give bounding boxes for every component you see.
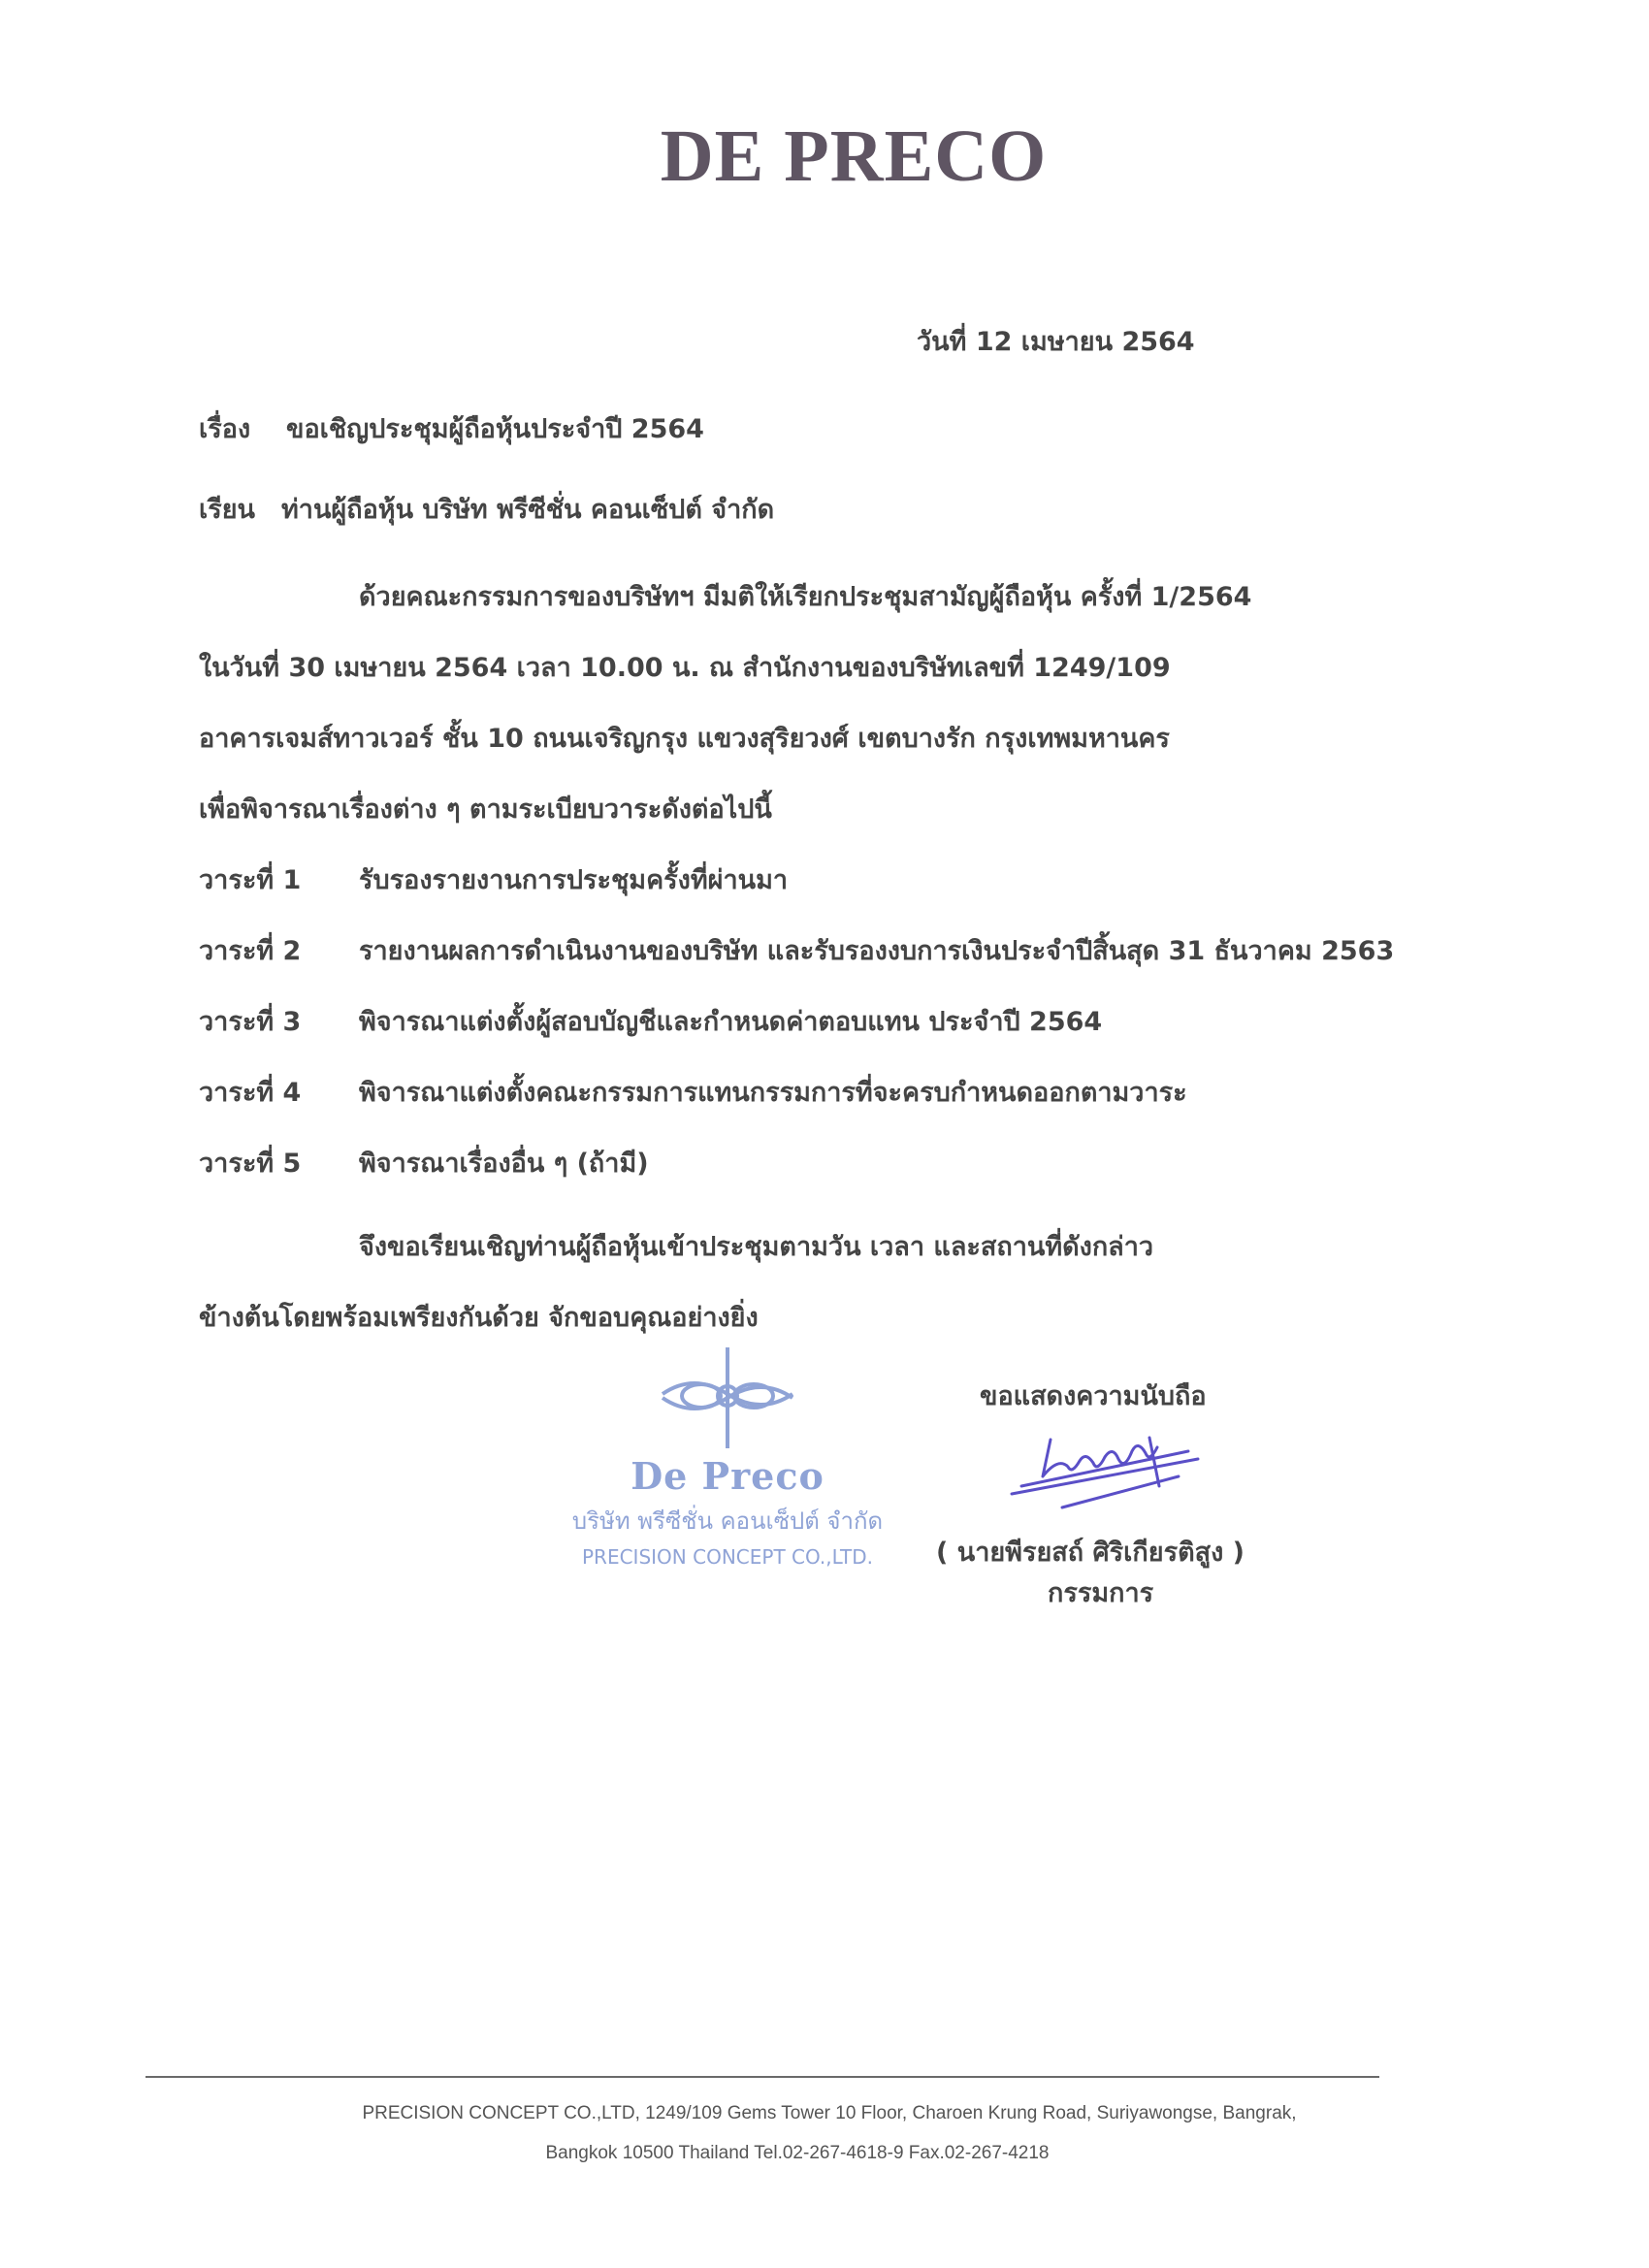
seal-thai-name: บริษัท พรีซีชั่น คอนเซ็ปต์ จำกัด: [571, 1507, 884, 1535]
subject-text: ขอเชิญประชุมผู้ถือหุ้นประจำปี 2564: [286, 414, 704, 444]
invitation-line-1: จึงขอเรียนเชิญท่านผู้ถือหุ้นเข้าประชุมตามวัน เวลา และสถานที่ดังกล่าว: [359, 1232, 1154, 1262]
recipient-text: ท่านผู้ถือหุ้น บริษัท พรีซีชั่น คอนเซ็ปต์ จำกัด: [281, 495, 775, 525]
letterhead-title: DE PRECO: [660, 115, 1048, 197]
subject-label: เรื่อง: [199, 414, 251, 444]
seal-company-name: De Preco: [630, 1454, 824, 1498]
closing-salutation: ขอแสดงความนับถือ: [980, 1381, 1207, 1411]
agenda-label: วาระที่ 3: [199, 1007, 302, 1037]
agenda-label: วาระที่ 4: [199, 1078, 302, 1108]
recipient-label: เรียน: [199, 495, 256, 525]
footer-address-line-2: Bangkok 10500 Thailand Tel.02-267-4618-9 Fax.02-267-4218: [545, 2143, 1050, 2163]
invitation-line-2: ข้างต้นโดยพร้อมเพรียงกันด้วย จักขอบคุณอย่างยิ่ง: [199, 1303, 759, 1333]
company-seal: [543, 1344, 912, 1576]
signature-icon: [1004, 1418, 1208, 1525]
signer-name: ( นายพีรยสถ์ ศิริเกียรติสูง ): [936, 1538, 1245, 1568]
footer-divider: [146, 2076, 1379, 2078]
body-paragraph-line-1: ด้วยคณะกรรมการของบริษัทฯ มีมติให้เรียกประชุมสามัญผู้ถือหุ้น ครั้งที่ 1/2564: [359, 582, 1252, 612]
footer-address-line-1: PRECISION CONCEPT CO.,LTD, 1249/109 Gems Tower 10 Floor, Charoen Krung Road, Suriyawongse, Bangrak,: [362, 2103, 1297, 2123]
seal-english-name: PRECISION CONCEPT CO.,LTD.: [582, 1545, 873, 1569]
agenda-label: วาระที่ 5: [199, 1149, 302, 1179]
agenda-label: วาระที่ 1: [199, 865, 302, 895]
body-paragraph-line-3: อาคารเจมส์ทาวเวอร์ ชั้น 10 ถนนเจริญกรุง แขวงสุริยวงศ์ เขตบางรัก กรุงเทพมหานคร: [199, 724, 1170, 754]
company-logo-icon: [655, 1344, 800, 1452]
agenda-text: พิจารณาแต่งตั้งผู้สอบบัญชีและกำหนดค่าตอบแทน ประจำปี 2564: [359, 1007, 1103, 1037]
agenda-text: รายงานผลการดำเนินงานของบริษัท และรับรองงบการเงินประจำปีสิ้นสุด 31 ธันวาคม 2563: [359, 936, 1395, 966]
body-paragraph-line-4: เพื่อพิจารณาเรื่องต่าง ๆ ตามระเบียบวาระดังต่อไปนี้: [199, 794, 772, 825]
agenda-text: พิจารณาเรื่องอื่น ๆ (ถ้ามี): [359, 1149, 649, 1179]
agenda-text: รับรองรายงานการประชุมครั้งที่ผ่านมา: [359, 865, 789, 895]
letter-date: วันที่ 12 เมษายน 2564: [917, 327, 1195, 357]
agenda-text: พิจารณาแต่งตั้งคณะกรรมการแทนกรรมการที่จะครบกำหนดออกตามวาระ: [359, 1078, 1187, 1108]
signer-title: กรรมการ: [1048, 1578, 1154, 1608]
body-paragraph-line-2: ในวันที่ 30 เมษายน 2564 เวลา 10.00 น. ณ สำนักงานของบริษัทเลขที่ 1249/109: [199, 653, 1171, 683]
agenda-label: วาระที่ 2: [199, 936, 302, 966]
